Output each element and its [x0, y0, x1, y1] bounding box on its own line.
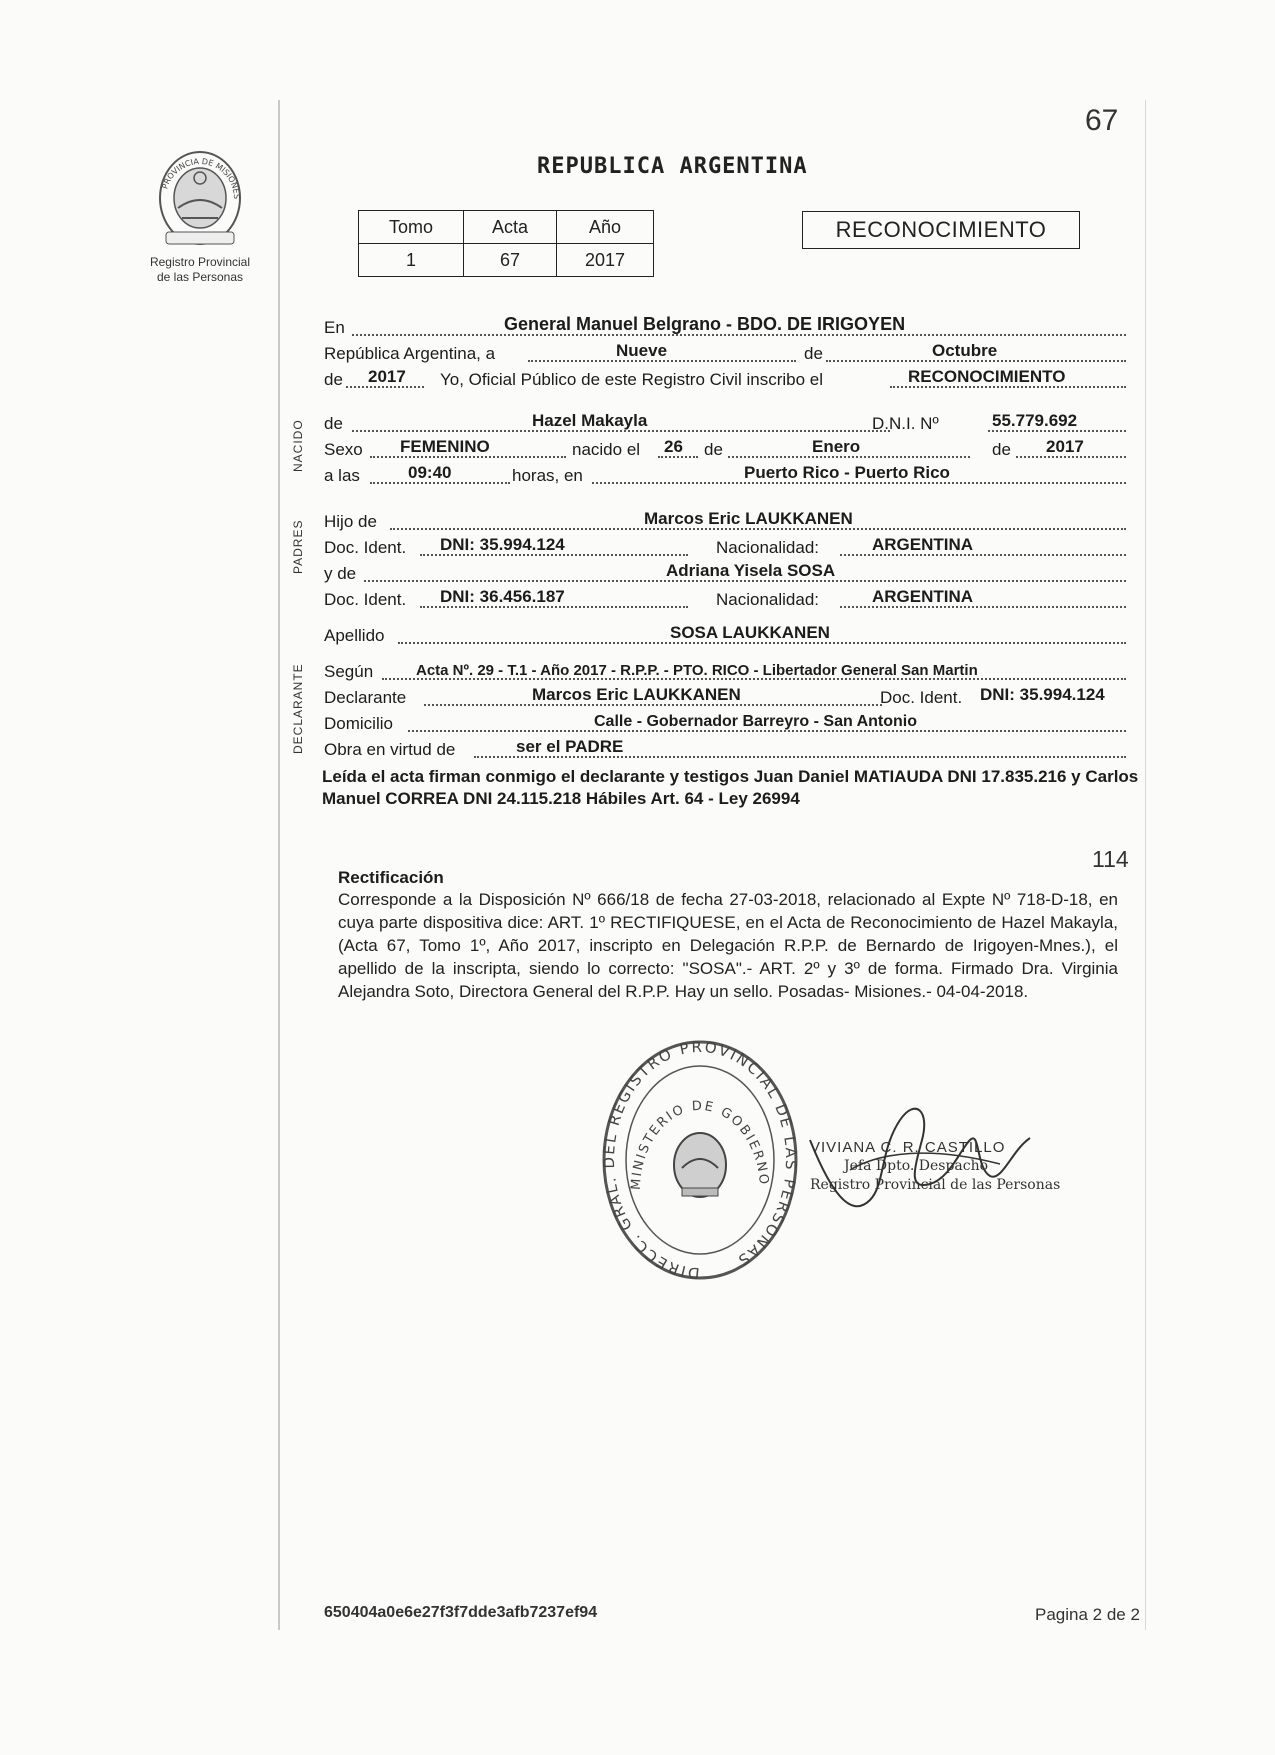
row-sexo: [324, 436, 1126, 460]
segun-value: Acta Nº. 29 - T.1 - Año 2017 - R.P.P. - PTO. RICO - Libertador General San Martin: [416, 662, 978, 679]
en-value: General Manuel Belgrano - BDO. DE IRIGOYEN: [504, 314, 906, 334]
signer-role: Jefa Dpto. Despacho: [844, 1158, 989, 1174]
logo-label-line2: de las Personas: [156, 270, 244, 284]
table-header-ano: Año: [557, 211, 654, 244]
row-en: [324, 314, 1126, 338]
side-label-padres: PADRES: [291, 519, 305, 574]
padre-value: Marcos Eric LAUKKANEN: [644, 509, 853, 528]
madre-nac-value: ARGENTINA: [872, 587, 974, 606]
hora-value: 09:40: [408, 463, 452, 482]
row-declarante: [324, 684, 1126, 708]
document-hash: 650404a0e6e27f3f7dde3afb7237ef94: [324, 1604, 598, 1621]
registry-stamp-icon: [600, 1040, 800, 1280]
table-value-acta: 67: [464, 244, 557, 277]
act-type-badge: RECONOCIMIENTO: [802, 211, 1080, 249]
padre-nac-label: Nacionalidad:: [716, 538, 820, 557]
misiones-seal-icon: [152, 140, 248, 250]
nombre-value: Hazel Makayla: [532, 411, 648, 430]
declarante-label: Declarante: [324, 688, 407, 707]
number-114: 114: [1092, 846, 1129, 872]
row-obra: [324, 736, 1126, 760]
padre-doc-value: DNI: 35.994.124: [440, 535, 565, 554]
en-label: En: [324, 318, 345, 337]
row-domicilio: [324, 710, 1126, 734]
obra-value: ser el PADRE: [516, 737, 624, 756]
registry-logo: [135, 140, 265, 285]
yde-label: y de: [324, 564, 357, 583]
side-label-nacido: NACIDO: [291, 419, 305, 472]
inscribo-value: RECONOCIMIENTO: [908, 367, 1066, 386]
table-header-tomo: Tomo: [359, 211, 464, 244]
sexo-value: FEMENINO: [400, 437, 490, 456]
row-apellido: [324, 622, 1126, 646]
svg-text:MINISTERIO DE GOBIERNO: MINISTERIO DE GOBIERNO: [628, 1098, 772, 1191]
declarante-doc-value: DNI: 35.994.124: [980, 685, 1105, 704]
madre-value: Adriana Yisela SOSA: [666, 561, 836, 580]
tomo-acta-ano-table: [358, 210, 654, 277]
row-madre: [324, 560, 1126, 584]
horas-en-label: horas, en: [512, 466, 583, 485]
padre-nac-value: ARGENTINA: [872, 535, 974, 554]
apellido-label: Apellido: [324, 626, 385, 645]
row-horas: [324, 462, 1126, 486]
table-value-ano: 2017: [557, 244, 654, 277]
table-value-tomo: 1: [359, 244, 464, 277]
declarante-doc-label: Doc. Ident.: [880, 688, 963, 707]
nacido-label: nacido el: [572, 440, 641, 459]
official-stamp: [600, 1040, 800, 1285]
leida-paragraph: Leída el acta firman conmigo el declarante y testigos Juan Daniel MATIAUDA DNI 17.835.216 y Carlos Manuel CORREA DNI 24.115.218 Hábiles Art. 64 - Ley 26994: [322, 767, 1139, 808]
sexo-label: Sexo: [324, 440, 363, 459]
row-segun: [324, 658, 1126, 682]
nac-day: 26: [664, 437, 683, 456]
republica-label: República Argentina, a: [324, 344, 496, 363]
oficial-text: Yo, Oficial Público de este Registro Civil inscribo el: [440, 370, 823, 389]
table-header-acta: Acta: [464, 211, 557, 244]
obra-label: Obra en virtud de: [324, 740, 456, 759]
nac-month: Enero: [812, 437, 861, 456]
nac-year: 2017: [1046, 437, 1084, 456]
logo-label-line1: Registro Provincial: [149, 255, 251, 269]
row-nombre: [324, 410, 1126, 434]
row-madre-doc: [324, 586, 1126, 610]
madre-doc-label: Doc. Ident.: [324, 590, 407, 609]
nombre-label: de: [324, 414, 343, 433]
dni-label: D.N.I. Nº: [872, 414, 939, 433]
nac-de1: de: [704, 440, 723, 459]
side-label-declarante: DECLARANTE: [291, 663, 305, 754]
year-value: 2017: [368, 367, 406, 386]
rectificacion-body: Corresponde a la Disposición Nº 666/18 de fecha 27-03-2018, relacionado al Expte Nº 718-D-18, en cuya parte dispositiva dice: ART. 1º RECTIFIQUESE, en el Acta de Reconocimiento de Hazel Makayla, (Acta 67, Tomo 1º, Año 2017, inscripto en Delegación R.P.P. de Bernardo de Irigoyen-Mnes.), el apellido de la inscripta, siendo lo correcto: "SOSA".- ART. 2º y 3º de forma. Firmado Dra. Virginia Alejandra Soto, Directora General del R.P.P. Hay un sello. Posadas- Misiones.- 04-04-2018.: [338, 890, 1118, 1001]
hijo-label: Hijo de: [324, 512, 377, 531]
year-prefix: de: [324, 370, 343, 389]
madre-doc-value: DNI: 36.456.187: [440, 587, 565, 606]
nac-de2: de: [992, 440, 1011, 459]
de-label: de: [804, 344, 823, 363]
day-value: Nueve: [616, 341, 668, 360]
svg-text:PROVINCIA DE MISIONES: PROVINCIA DE MISIONES: [160, 156, 242, 200]
signer-name: VIVIANA C. R. CASTILLO: [810, 1139, 1006, 1156]
pagination: Pagina 2 de 2: [1035, 1605, 1140, 1624]
domicilio-label: Domicilio: [324, 714, 393, 733]
right-margin-line: [1145, 100, 1146, 1630]
row-republica: [324, 340, 1126, 364]
padre-doc-label: Doc. Ident.: [324, 538, 407, 557]
domicilio-value: Calle - Gobernador Barreyro - San Antonio: [594, 713, 918, 730]
signer-office: Registro Provincial de las Personas: [810, 1177, 1061, 1193]
dni-value: 55.779.692: [992, 411, 1078, 430]
lugar-value: Puerto Rico - Puerto Rico: [744, 463, 950, 482]
month-value: Octubre: [932, 341, 998, 360]
row-year: [324, 366, 1126, 390]
left-margin-line: [278, 100, 280, 1630]
svg-text:DIRECC. GRAL. DEL REGISTRO PRO: DIRECC. GRAL. DEL REGISTRO PROVINCIAL DE LAS PERSONAS: [600, 1040, 800, 1280]
page-number: 67: [1085, 104, 1119, 137]
segun-label: Según: [324, 662, 374, 681]
document-title: REPUBLICA ARGENTINA: [537, 154, 808, 179]
row-padre-doc: [324, 534, 1126, 558]
alas-label: a las: [324, 466, 360, 485]
apellido-value: SOSA LAUKKANEN: [670, 623, 830, 642]
madre-nac-label: Nacionalidad:: [716, 590, 820, 609]
declarante-value: Marcos Eric LAUKKANEN: [532, 685, 741, 704]
signer-block: [810, 1138, 1060, 1195]
rectificacion-title: Rectificación: [338, 868, 444, 887]
row-hijo: [324, 508, 1126, 532]
